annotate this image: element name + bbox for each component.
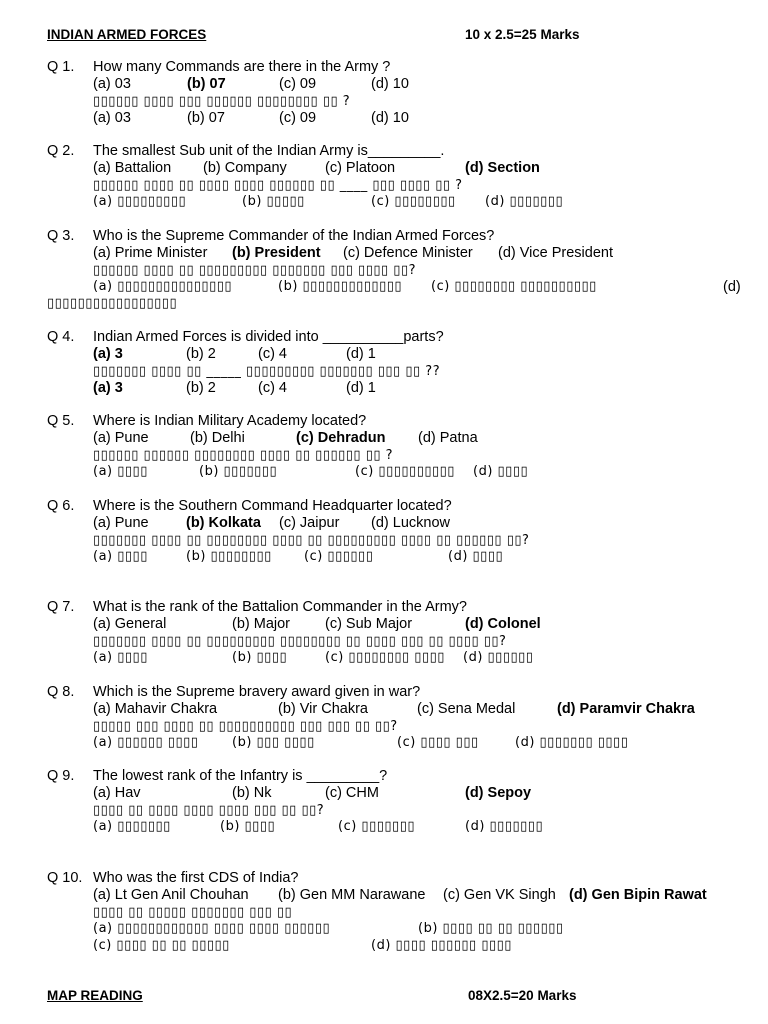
option-a: (a) Mahavir Chakra xyxy=(93,701,218,717)
option-c: (c) CHM xyxy=(325,785,379,801)
option-a-hindi: (a) ▯▯▯▯▯▯▯▯▯▯▯▯▯▯▯ xyxy=(93,279,233,294)
question-text: What is the rank of the Battalion Commander in the Army? xyxy=(93,599,467,615)
option-d-hindi: (d) 1 xyxy=(346,380,376,396)
question-number: Q 8. xyxy=(47,684,75,700)
option-a-hindi: (a) ▯▯▯▯▯▯▯ xyxy=(93,819,171,834)
option-c: (c) 09 xyxy=(279,76,317,92)
option-d-hindi: (d) ▯▯▯▯▯▯▯ ▯▯▯▯ xyxy=(515,735,629,750)
option-c-hindi: (c) ▯▯▯▯▯▯▯ xyxy=(338,819,415,834)
question-text: Where is the Southern Command Headquarter located? xyxy=(93,498,452,514)
section-title: INDIAN ARMED FORCES xyxy=(47,27,207,42)
option-c: (c) 4 xyxy=(258,346,287,362)
option-a-hindi: (a) ▯▯▯▯▯▯▯▯▯ xyxy=(93,194,187,209)
question-number: Q 1. xyxy=(47,59,75,75)
question-text: Who was the first CDS of India? xyxy=(93,870,299,886)
option-c-hindi: (c) ▯▯▯▯▯▯▯▯ xyxy=(371,194,456,209)
question-text-hindi: ▯▯▯▯▯▯▯ ▯▯▯▯ ▯▯ _____ ▯▯▯▯▯▯▯▯▯ ▯▯▯▯▯▯▯ ▯▯▯ ▯▯ ?? xyxy=(93,364,441,379)
question-text: How many Commands are there in the Army ? xyxy=(93,59,391,75)
option-a: (a) Prime Minister xyxy=(93,245,208,261)
question-text-hindi: ▯▯▯▯▯▯ ▯▯▯▯ ▯▯ ▯▯▯▯▯▯▯▯▯ ▯▯▯▯▯▯▯ ▯▯▯ ▯▯▯▯ ▯▯? xyxy=(93,263,417,278)
next-section-marks: 08X2.5=20 Marks xyxy=(468,988,577,1003)
question-text-hindi: ▯▯▯▯ ▯▯ ▯▯▯▯ ▯▯▯▯ ▯▯▯▯ ▯▯▯ ▯▯ ▯▯? xyxy=(93,803,325,818)
question-number: Q 3. xyxy=(47,228,75,244)
question-text-hindi: ▯▯▯▯▯▯▯ ▯▯▯▯ ▯▯ ▯▯▯▯▯▯▯▯▯ ▯▯▯▯▯▯▯▯ ▯▯ ▯▯▯▯ ▯▯▯ ▯▯ ▯▯▯▯ ▯▯? xyxy=(93,634,507,649)
option-a: (a) Battalion xyxy=(93,160,172,176)
option-d: (d) Sepoy xyxy=(465,785,532,801)
option-a: (a) 3 xyxy=(93,346,123,362)
option-b: (b) Vir Chakra xyxy=(278,701,368,717)
option-c: (c) Sena Medal xyxy=(417,701,516,717)
option-a: (a) Pune xyxy=(93,430,149,446)
question-number: Q 4. xyxy=(47,329,75,345)
option-c: (c) Platoon xyxy=(325,160,396,176)
question-number: Q 7. xyxy=(47,599,75,615)
option-c-hindi: (c) ▯▯▯▯ ▯▯ ▯▯ ▯▯▯▯▯ xyxy=(93,938,230,953)
option-b: (b) Delhi xyxy=(190,430,245,446)
option-c-hindi: (c) ▯▯▯▯▯▯▯▯ ▯▯▯▯ xyxy=(325,650,445,665)
question-number: Q 6. xyxy=(47,498,75,514)
option-d: (d) Colonel xyxy=(465,616,541,632)
option-d-hindi: (d) ▯▯▯▯ ▯▯▯▯▯▯ ▯▯▯▯ xyxy=(371,938,512,953)
question-text-hindi: ▯▯▯▯▯▯ ▯▯▯▯ ▯▯▯ ▯▯▯▯▯▯ ▯▯▯▯▯▯▯▯ ▯▯ ? xyxy=(93,94,351,109)
option-c-hindi: (c) 09 xyxy=(279,110,317,126)
option-b-hindi: (b) ▯▯▯▯▯▯▯▯▯▯▯▯▯ xyxy=(278,279,403,294)
question-text: The lowest rank of the Infantry is _________? xyxy=(93,768,388,784)
option-c-hindi: (c) ▯▯▯▯▯▯▯▯ ▯▯▯▯▯▯▯▯▯▯ xyxy=(431,279,597,294)
option-b-hindi: (b) ▯▯▯▯▯▯▯▯ xyxy=(186,549,272,564)
option-a-hindi: (a) ▯▯▯▯▯▯ ▯▯▯▯ xyxy=(93,735,199,750)
option-b-hindi: (b) ▯▯▯▯ ▯▯ ▯▯ ▯▯▯▯▯▯ xyxy=(418,921,564,936)
option-b: (b) President xyxy=(232,245,321,261)
option-c-hindi: (c) ▯▯▯▯▯▯▯▯▯▯ xyxy=(355,464,455,479)
question-number: Q 10. xyxy=(47,870,83,886)
question-number: Q 9. xyxy=(47,768,75,784)
option-b-hindi: (b) ▯▯▯ ▯▯▯▯ xyxy=(232,735,315,750)
option-b-hindi: (b) ▯▯▯▯▯ xyxy=(242,194,305,209)
question-text: Who is the Supreme Commander of the Indian Armed Forces? xyxy=(93,228,495,244)
option-c: (c) Dehradun xyxy=(296,430,386,446)
option-d-hindi: (d) ▯▯▯▯ xyxy=(473,464,529,479)
option-d: (d) Vice President xyxy=(498,245,613,261)
question-text: Indian Armed Forces is divided into __________parts? xyxy=(93,329,444,345)
option-c: (c) Jaipur xyxy=(279,515,340,531)
option-a: (a) Hav xyxy=(93,785,141,801)
option-d: (d) 1 xyxy=(346,346,376,362)
option-d-hindi: (d) xyxy=(723,279,741,295)
option-b-hindi: (b) 2 xyxy=(186,380,216,396)
option-b: (b) Company xyxy=(203,160,287,176)
option-c-hindi: (c) ▯▯▯▯▯▯ xyxy=(304,549,374,564)
option-a: (a) 03 xyxy=(93,76,131,92)
option-d-hindi: (d) 10 xyxy=(371,110,409,126)
question-number: Q 2. xyxy=(47,143,75,159)
option-b: (b) Major xyxy=(232,616,291,632)
option-c: (c) Sub Major xyxy=(325,616,413,632)
question-text-hindi: ▯▯▯▯▯▯ ▯▯▯▯▯▯ ▯▯▯▯▯▯▯▯ ▯▯▯▯ ▯▯ ▯▯▯▯▯▯ ▯▯ ? xyxy=(93,448,394,463)
option-a: (a) Pune xyxy=(93,515,149,531)
option-a: (a) General xyxy=(93,616,167,632)
option-b: (b) Gen MM Narawane xyxy=(278,887,426,903)
question-text-hindi: ▯▯▯▯▯▯▯ ▯▯▯▯ ▯▯ ▯▯▯▯▯▯▯▯ ▯▯▯▯ ▯▯ ▯▯▯▯▯▯▯▯▯ ▯▯▯▯ ▯▯ ▯▯▯▯▯▯ ▯▯? xyxy=(93,533,530,548)
question-text: Where is Indian Military Academy located? xyxy=(93,413,367,429)
option-a: (a) Lt Gen Anil Chouhan xyxy=(93,887,249,903)
option-b: (b) 07 xyxy=(187,76,226,92)
option-d: (d) Lucknow xyxy=(371,515,450,531)
option-d-hindi: (d) ▯▯▯▯▯▯▯ xyxy=(465,819,544,834)
option-b: (b) Kolkata xyxy=(186,515,261,531)
option-d-hindi-text: ▯▯▯▯▯▯▯▯▯▯▯▯▯▯▯▯▯ xyxy=(47,296,178,311)
option-a-hindi: (a) ▯▯▯▯▯▯▯▯▯▯▯▯ ▯▯▯▯ ▯▯▯▯ ▯▯▯▯▯▯ xyxy=(93,921,331,936)
option-b: (b) 2 xyxy=(186,346,216,362)
option-b-hindi: (b) ▯▯▯▯▯▯▯ xyxy=(199,464,278,479)
question-text: Which is the Supreme bravery award given in war? xyxy=(93,684,421,700)
option-d-hindi: (d) ▯▯▯▯▯▯ xyxy=(463,650,534,665)
option-a-hindi: (a) ▯▯▯▯ xyxy=(93,464,148,479)
option-d: (d) Section xyxy=(465,160,540,176)
question-text-hindi: ▯▯▯▯▯▯ ▯▯▯▯ ▯▯ ▯▯▯▯ ▯▯▯▯ ▯▯▯▯▯▯ ▯▯ ____ ▯▯▯ ▯▯▯▯ ▯▯ ? xyxy=(93,178,463,193)
option-a-hindi: (a) ▯▯▯▯ xyxy=(93,549,148,564)
section-marks: 10 x 2.5=25 Marks xyxy=(465,27,580,42)
option-b-hindi: (b) ▯▯▯▯ xyxy=(232,650,288,665)
option-d: (d) 10 xyxy=(371,76,409,92)
question-text-hindi: ▯▯▯▯ ▯▯ ▯▯▯▯▯ ▯▯▯▯▯▯▯ ▯▯▯ ▯▯ xyxy=(93,905,293,920)
option-a-hindi: (a) ▯▯▯▯ xyxy=(93,650,148,665)
question-text-hindi: ▯▯▯▯▯ ▯▯▯ ▯▯▯▯ ▯▯ ▯▯▯▯▯▯▯▯▯▯ ▯▯▯ ▯▯▯ ▯▯ ▯▯? xyxy=(93,719,398,734)
option-d-hindi: (d) ▯▯▯▯ xyxy=(448,549,504,564)
option-d: (d) Paramvir Chakra xyxy=(557,701,695,717)
question-number: Q 5. xyxy=(47,413,75,429)
option-a-hindi: (a) 3 xyxy=(93,380,123,396)
option-c: (c) Gen VK Singh xyxy=(443,887,556,903)
option-d: (d) Patna xyxy=(418,430,478,446)
option-c-hindi: (c) 4 xyxy=(258,380,287,396)
question-text: The smallest Sub unit of the Indian Army is_________. xyxy=(93,143,445,159)
option-c: (c) Defence Minister xyxy=(343,245,473,261)
option-a-hindi: (a) 03 xyxy=(93,110,131,126)
option-d: (d) Gen Bipin Rawat xyxy=(569,887,707,903)
option-b-hindi: (b) ▯▯▯▯ xyxy=(220,819,276,834)
option-c-hindi: (c) ▯▯▯▯ ▯▯▯ xyxy=(397,735,479,750)
next-section-title: MAP READING xyxy=(47,988,143,1003)
option-b: (b) Nk xyxy=(232,785,272,801)
option-d-hindi: (d) ▯▯▯▯▯▯▯ xyxy=(485,194,564,209)
option-b-hindi: (b) 07 xyxy=(187,110,225,126)
